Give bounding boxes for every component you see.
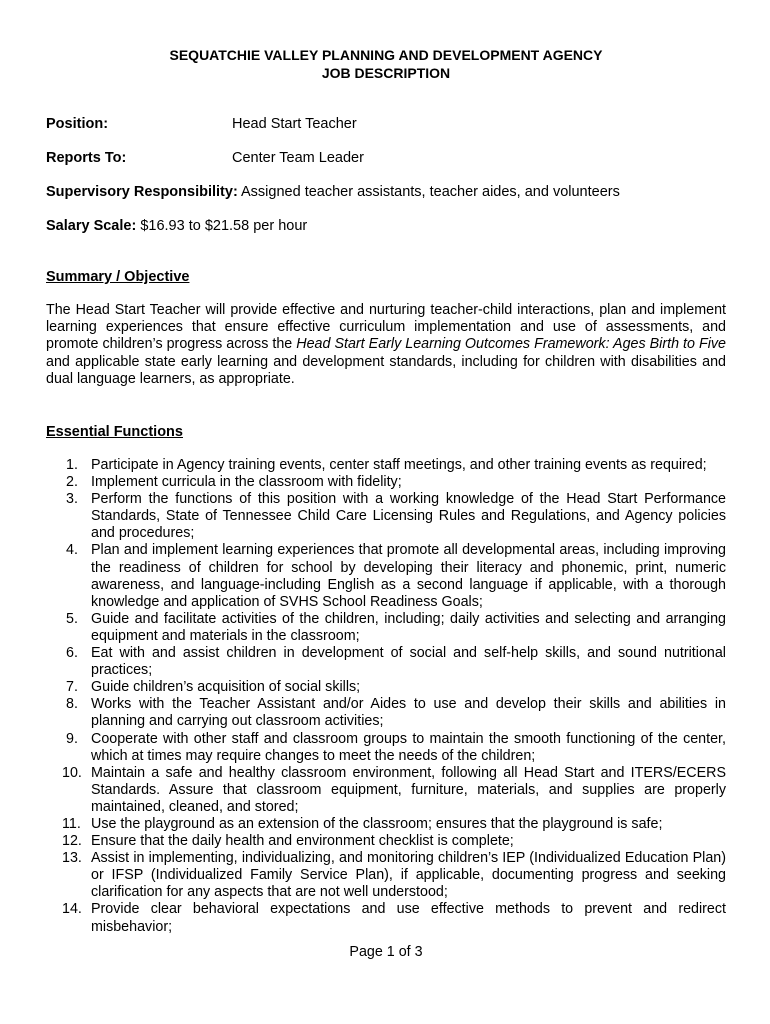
list-item-number: 11. [62, 815, 81, 832]
salary-field [46, 217, 307, 235]
list-item-number: 10. [62, 764, 82, 781]
list-item-text: Use the playground as an extension of the classroom; ensures that the playground is safe; [91, 815, 663, 832]
salary-label: Salary Scale: [46, 218, 137, 234]
list-item-text: Maintain a safe and healthy classroom environment, following all Head Start and ITERS/ECERS Standards. Assure that classroom equipment, furniture, materials, and supplies are properly maintained, cleaned, and stored; [91, 764, 726, 815]
supervisory-value: Assigned teacher assistants, teacher aides, and volunteers [241, 184, 620, 200]
summary-paragraph [46, 302, 726, 388]
list-item-text: Cooperate with other staff and classroom groups to maintain the smooth functioning of the center, which at times may require changes to meet the needs of the children; [91, 730, 726, 764]
list-item-text: Ensure that the daily health and environment checklist is complete; [91, 833, 514, 850]
supervisory-label: Supervisory Responsibility: [46, 184, 238, 200]
list-item-number: 3. [66, 491, 78, 508]
summary-framework-title: Head Start Early Learning Outcomes Framework: Ages Birth to Five [296, 336, 726, 353]
list-item-text: Perform the functions of this position with a working knowledge of the Head Start Performance Standards, State of Tennessee Child Care Licensing Rules and Regulations, and Agency policies and procedures; [91, 491, 726, 542]
list-item [46, 696, 726, 730]
list-item-number: 12. [62, 833, 82, 850]
list-item-text: Eat with and assist children in development of social and self-help skills, and sound nutritional practices; [91, 645, 726, 679]
reports-to-field [46, 149, 364, 167]
position-value: Head Start Teacher [232, 116, 357, 132]
organization-name: SEQUATCHIE VALLEY PLANNING AND DEVELOPMENT AGENCY [169, 47, 603, 63]
list-item-text: Guide and facilitate activities of the children, including; daily activities and selecting and arranging equipment and materials in the classroom; [91, 610, 726, 644]
list-item [46, 457, 726, 474]
position-field [46, 115, 357, 133]
list-item [46, 611, 726, 645]
summary-text-before: The Head Start Teacher will provide effective and nurturing teacher-child interactions, plan and implement learning experiences that ensure effective curriculum implementation and use of assessments, and promote children’s progress across the [46, 302, 726, 353]
list-item-number: 5. [66, 610, 78, 627]
summary-heading: Summary / Objective [46, 269, 190, 285]
list-item [46, 679, 726, 696]
list-item [46, 833, 726, 850]
document-header [46, 46, 726, 82]
document-page [46, 0, 726, 1024]
list-item-text: Participate in Agency training events, center staff meetings, and other training events as required; [91, 457, 707, 473]
list-item [46, 731, 726, 765]
reports-to-value: Center Team Leader [232, 150, 364, 166]
supervisory-field [46, 183, 620, 201]
list-item-number: 1. [66, 457, 78, 473]
list-item-text: Plan and implement learning experiences that promote all developmental areas, including improving the readiness of children for school by developing their literacy and phonemic, print, numeric awareness, and language-including English as a second language if applicable, with a thorough knowledge and application of SVHS School Readiness Goals; [91, 542, 726, 610]
list-item-number: 8. [66, 696, 78, 713]
list-item [46, 765, 726, 816]
list-item [46, 491, 726, 542]
list-item-number: 13. [62, 850, 82, 867]
list-item-number: 7. [66, 679, 78, 696]
essential-functions-heading: Essential Functions [46, 424, 183, 440]
list-item [46, 542, 726, 610]
summary-text-after: and applicable state early learning and development standards, including for children with disabilities and dual language learners, as appropriate. [46, 353, 726, 387]
list-item-text: Implement curricula in the classroom with fidelity; [91, 474, 402, 491]
list-item-text: Guide children’s acquisition of social skills; [91, 679, 361, 696]
list-item-number: 4. [66, 542, 78, 559]
list-item [46, 850, 726, 901]
list-item [46, 816, 726, 833]
page-number: Page 1 of 3 [349, 944, 423, 960]
essential-functions-list [46, 457, 726, 936]
list-item-number: 2. [66, 474, 78, 491]
list-item-number: 6. [66, 645, 78, 662]
list-item-text: Assist in implementing, individualizing, and monitoring children’s IEP (Individualized Education Plan) or IFSP (Individualized Family Service Plan), if applicable, documenting progress and seeking clarification for any aspects that are not well understood; [91, 850, 726, 901]
list-item [46, 645, 726, 679]
list-item [46, 474, 726, 491]
list-item-text: Works with the Teacher Assistant and/or Aides to use and develop their skills and abilities in planning and carrying out classroom activities; [91, 696, 726, 730]
list-item [46, 901, 726, 935]
list-item-number: 14. [62, 901, 82, 918]
list-item-number: 9. [66, 730, 78, 747]
salary-value: $16.93 to $21.58 per hour [140, 218, 308, 234]
list-item-text: Provide clear behavioral expectations and use effective methods to prevent and redirect misbehavior; [91, 901, 726, 935]
position-label: Position: [46, 116, 109, 132]
document-type: JOB DESCRIPTION [321, 65, 451, 81]
reports-to-label: Reports To: [46, 150, 127, 166]
